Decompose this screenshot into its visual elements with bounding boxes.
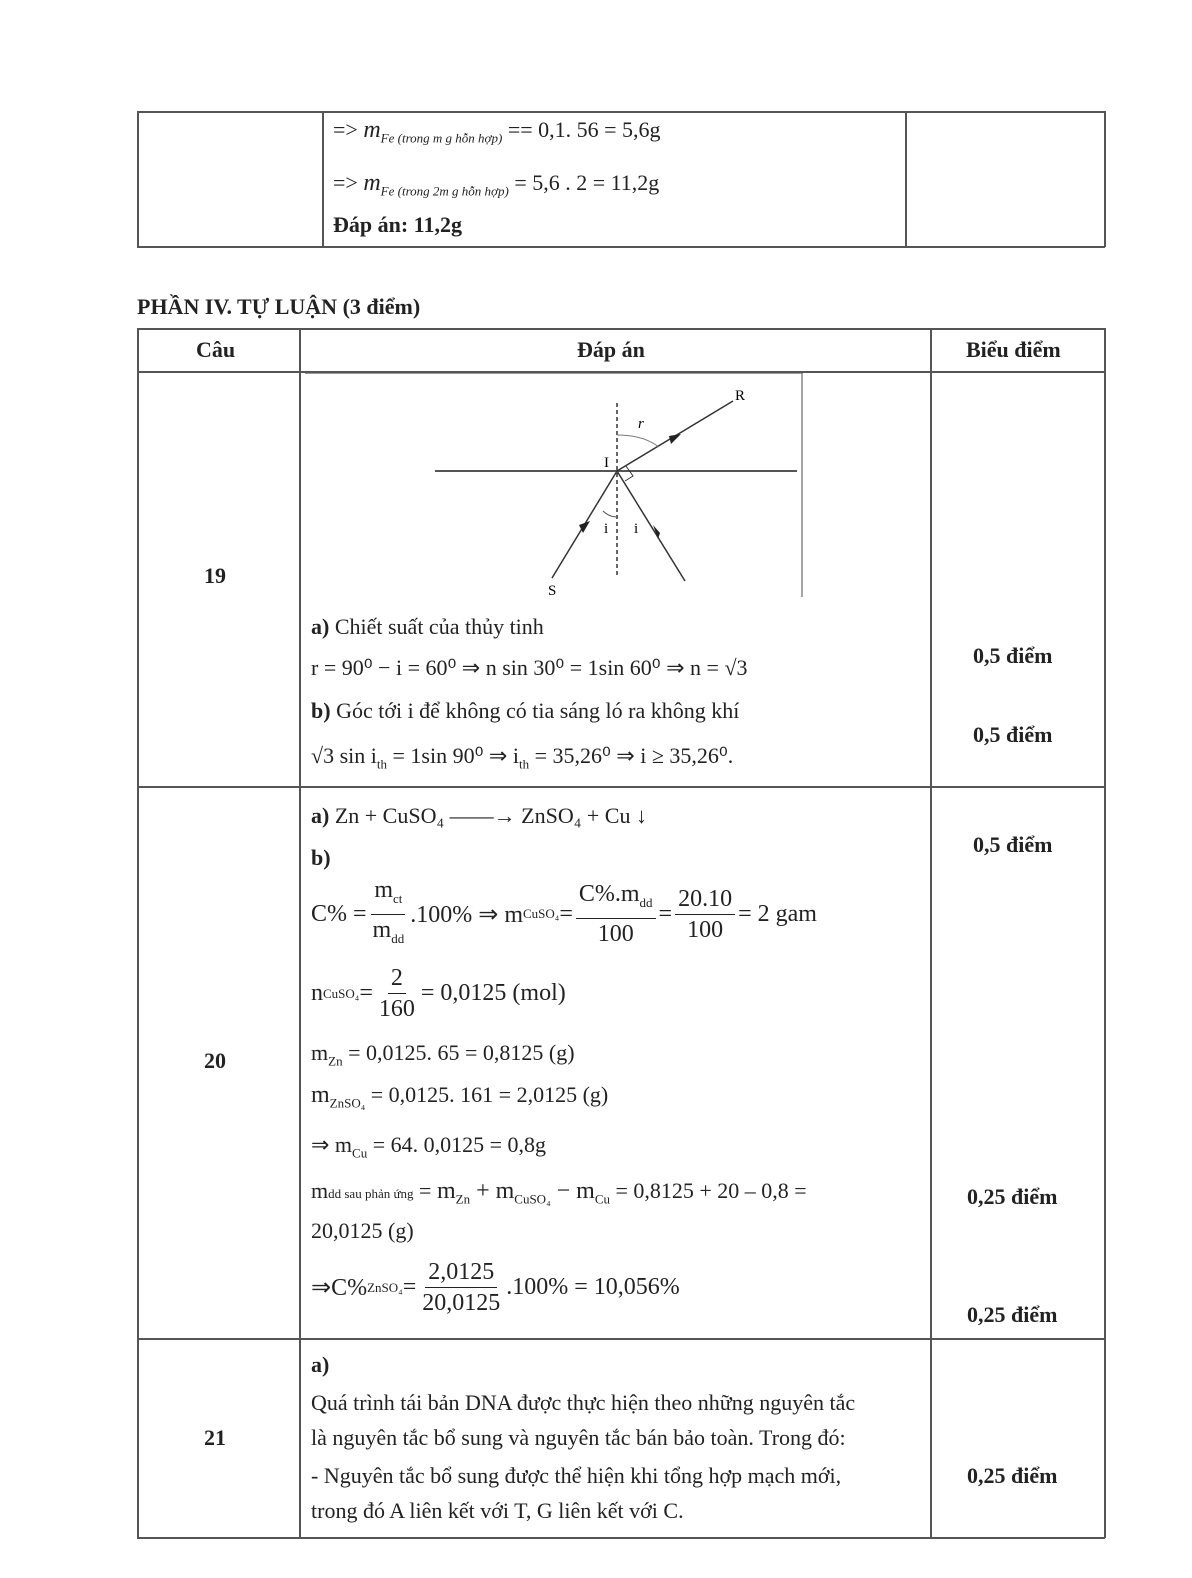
q19-equation-1: r = 90⁰ − i = 60⁰ ⇒ n sin 30⁰ = 1sin 60⁰ ⇒ n = √3 <box>311 655 748 680</box>
label-R: R <box>735 388 746 404</box>
q19-score-a: 0,5 điểm <box>973 643 1053 668</box>
reflected-ray <box>617 471 685 581</box>
header-dap-an: Đáp án <box>577 337 645 362</box>
q20-score-b1: 0,25 điểm <box>967 1184 1058 1209</box>
header-cau: Câu <box>196 337 236 362</box>
q21-line-3: - Nguyên tắc bổ sung được thể hiện khi tổng hợp mạch mới, <box>311 1463 842 1488</box>
question-number-20: 20 <box>204 1048 226 1073</box>
answer-text: Đáp án: 11,2g <box>333 212 462 237</box>
label-I: I <box>604 455 609 471</box>
q21-line-2: là nguyên tắc bổ sung và nguyên tắc bán bảo toàn. Trong đó: <box>311 1425 846 1450</box>
q20-reaction: a) Zn + CuSO₄ ——→ ZnSO₄ + Cu ↓ <box>311 803 647 828</box>
q20-part-b-label: b) <box>311 845 331 870</box>
label-i-reflected: i <box>634 521 639 537</box>
q20-mass-solution: mdd sau phản ứng = $m_{Zn} + m_{CuSO_4} - m_{Cu} = 0,8125 + 20 - 0,8$ = <box>311 1178 807 1207</box>
fe-mass-line-1: => $m_{Fe (trong m g hỗn hợp)} == 0,1$. 56 = 5,6g <box>333 117 661 146</box>
q19-equation-2: √3 $\sin i_{th} = 1\sin$ 90⁰ ⇒ $i_{th} = 35,26^0$ ⇒ i ≥ 35,26⁰. <box>311 743 734 772</box>
section-title: PHẦN IV. TỰ LUẬN (3 điểm) <box>137 294 421 319</box>
q20-mass-solution-result: 20,0125 (g) <box>311 1218 414 1243</box>
label-i-incident: i <box>604 521 609 537</box>
question-number-21: 21 <box>204 1425 226 1450</box>
q19-part-b: b) Góc tới i để không có tia sáng ló ra không khí <box>311 698 740 723</box>
q20-equation-concentration: C% = $\frac{m_{ct}}{m_{dd}}$ .100% ⇒ m CuSO₄ = $\frac{C\%.m_{dd}}{100}$ = $\frac{20.10}{100}$ = 2 gam <box>311 877 817 948</box>
q21-line-1: Quá trình tái bản DNA được thực hiện theo những nguyên tắc <box>311 1390 856 1415</box>
question-number-19: 19 <box>204 563 226 588</box>
q20-mass-cu: ⇒ $m_{Cu} = 64$. 0,0125 = 0,8g <box>311 1132 547 1161</box>
label-r: r <box>638 416 644 432</box>
header-bieu-diem: Biểu điểm <box>966 337 1061 362</box>
q21-score: 0,25 điểm <box>967 1463 1058 1488</box>
q20-equation-percent: ⇒C% ZnSO₄ = $\frac{2,0125}{20,0125}$ .100% = 10,056% <box>311 1259 680 1316</box>
refraction-diagram <box>305 373 803 597</box>
q20-mass-zn: $m_{Zn} = 0,0125$. 65 = 0,8125 (g) <box>311 1040 575 1069</box>
q19-part-a: a) Chiết suất của thủy tinh <box>311 614 544 639</box>
q20-score-b2: 0,25 điểm <box>967 1302 1058 1327</box>
q21-line-4: trong đó A liên kết với T, G liên kết với C. <box>311 1498 684 1523</box>
fe-mass-line-2: => $m_{Fe (trong 2m g hỗn hợp)} = 5,6$ . 2 = 11,2g <box>333 170 660 199</box>
q20-score-a: 0,5 điểm <box>973 832 1053 857</box>
q20-equation-moles: n CuSO₄ = $\frac{2}{160}$ = 0,0125 (mol) <box>311 965 566 1022</box>
label-S: S <box>548 583 557 597</box>
q19-score-b: 0,5 điểm <box>973 722 1053 747</box>
q20-mass-znso4: $m_{ZnSO_4} = 0,0125$. 161 = 2,0125 (g) <box>311 1082 609 1111</box>
q21-part-a-label: a) <box>311 1352 330 1377</box>
